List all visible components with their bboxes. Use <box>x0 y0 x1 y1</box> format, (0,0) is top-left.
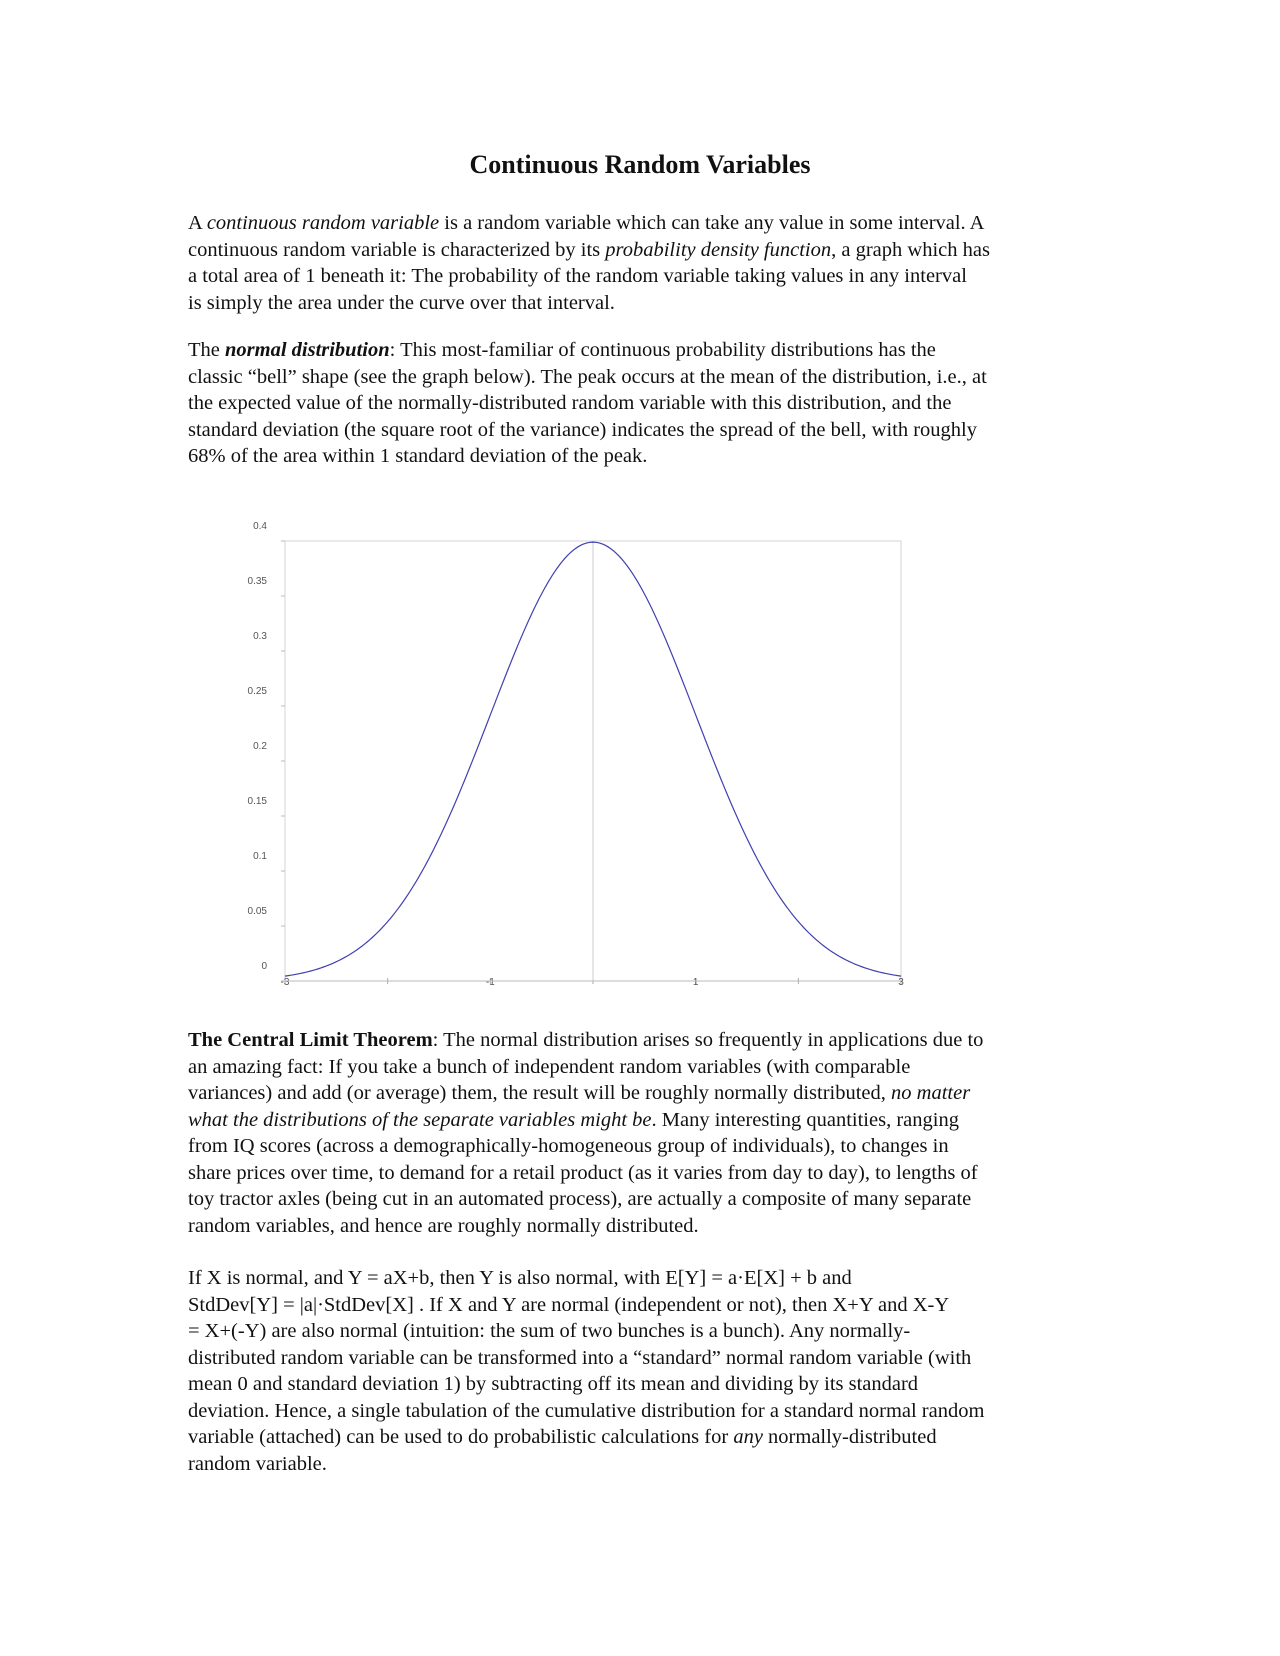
text-line <box>188 1424 1088 1451</box>
text-run: : This most-familiar of continuous probability distributions has the <box>389 339 936 361</box>
page-title: Continuous Random Variables <box>469 150 811 179</box>
text-line: deviation. Hence, a single tabulation of the cumulative distribution for a standard normal random <box>188 1399 985 1422</box>
text-line: 68% of the area within 1 standard deviation of the peak. <box>188 445 648 467</box>
bold-term: The Central Limit Theorem <box>188 1029 433 1051</box>
bold-italic-term: normal distribution <box>225 339 390 361</box>
italic-term: what the distributions of the separate variables might be <box>188 1108 652 1131</box>
text-run: continuous random variable is characterized by its <box>188 238 606 261</box>
y-tick-label: 0.15 <box>247 796 267 807</box>
text-run: : The normal distribution arises so frequently in applications due to <box>432 1029 984 1051</box>
y-axis-ticks <box>248 521 285 981</box>
text-line: = X+(-Y) are also normal (intuition: the sum of two bunches is a bunch). Any normally- <box>188 1320 911 1342</box>
text-line <box>188 237 1088 264</box>
text-line: toy tractor axles (being cut in an automated process), are actually a composite of many separate <box>188 1188 972 1210</box>
text-line: from IQ scores (across a demographically-homogeneous group of individuals), to changes in <box>188 1135 949 1157</box>
text-run: variances) and add (or average) them, the result will be roughly normally distributed, <box>188 1082 892 1104</box>
y-tick-label: 0.2 <box>253 741 267 752</box>
text-run: normally-distributed <box>762 1426 937 1448</box>
italic-term: continuous random variable <box>206 212 440 234</box>
text-line: StdDev[Y] = |a|·StdDev[X] . If X and Y are normal (independent or not), then X+Y and X-Y <box>188 1293 950 1316</box>
text-run: is a random variable which can take any value in some interval. A <box>439 212 985 234</box>
y-tick-label: 0.1 <box>253 851 267 862</box>
paragraph-central-limit-theorem <box>188 1027 1088 1239</box>
text-line <box>188 1080 1088 1107</box>
text-line <box>188 1107 1088 1134</box>
text-line: is simply the area under the curve over that interval. <box>188 291 615 314</box>
x-tick-label: 1 <box>692 977 699 988</box>
text-line: share prices over time, to demand for a retail product (as it varies from day to day), to lengths of <box>188 1161 978 1184</box>
y-tick-label: 0.35 <box>247 576 267 587</box>
text-line: an amazing fact: If you take a bunch of independent random variables (with comparable <box>188 1055 911 1078</box>
text-line: the expected value of the normally-distributed random variable with this distribution, and the <box>188 392 952 414</box>
italic-term: probability density function <box>605 238 832 261</box>
x-tick-label: 3 <box>898 977 904 988</box>
y-tick-label: 0.3 <box>253 631 267 642</box>
italic-term: no matter <box>891 1082 971 1104</box>
text-run: The <box>188 339 225 361</box>
paragraph-continuous-rv <box>188 210 1088 316</box>
text-run: . Many interesting quantities, ranging <box>651 1108 959 1131</box>
y-tick-label: 0.25 <box>247 686 267 697</box>
y-tick-label: 0 <box>261 961 267 972</box>
text-line <box>188 210 1088 237</box>
paragraph-transformations <box>188 1265 1088 1477</box>
chart-svg <box>240 505 960 1005</box>
x-axis-ticks <box>281 977 905 988</box>
text-line: mean 0 and standard deviation 1) by subtracting off its mean and dividing by its standard <box>188 1373 919 1395</box>
text-run: , a graph which has <box>831 238 990 261</box>
y-tick-label: 0.05 <box>247 906 267 917</box>
text-line: classic “bell” shape (see the graph below). The peak occurs at the mean of the distribution, i.e., at <box>188 365 987 388</box>
y-tick-label: 0.4 <box>253 521 267 532</box>
text-line: random variable. <box>188 1452 327 1475</box>
text-run: variable (attached) can be used to do probabilistic calculations for <box>188 1426 734 1448</box>
x-tick-label: -3 <box>280 977 290 988</box>
normal-distribution-chart <box>240 505 960 1005</box>
italic-term: any <box>733 1426 763 1448</box>
x-tick-label: -1 <box>485 977 495 988</box>
text-line: standard deviation (the square root of the variance) indicates the spread of the bell, with roughly <box>188 418 977 441</box>
text-line: distributed random variable can be transformed into a “standard” normal random variable (with <box>188 1346 972 1369</box>
text-run: A <box>188 212 207 234</box>
text-line: a total area of 1 beneath it: The probability of the random variable taking values in any interval <box>188 265 967 287</box>
paragraph-normal-distribution <box>188 337 1088 470</box>
text-line: random variables, and hence are roughly normally distributed. <box>188 1214 699 1237</box>
text-line: If X is normal, and Y = aX+b, then Y is also normal, with E[Y] = a·E[X] + b and <box>188 1267 852 1289</box>
text-line <box>188 1027 1088 1054</box>
text-line <box>188 337 1088 364</box>
